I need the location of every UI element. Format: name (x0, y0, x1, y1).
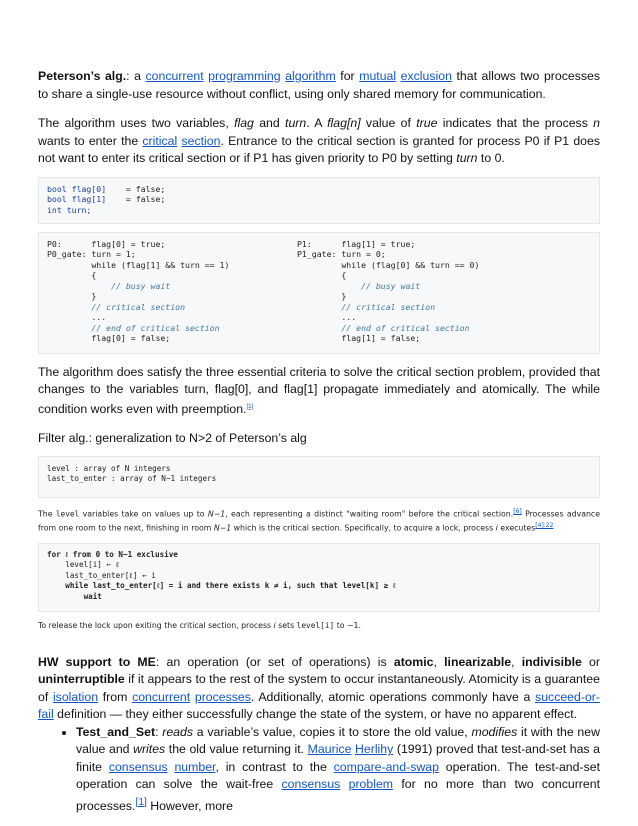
ref-link[interactable]: [6] (513, 507, 522, 515)
text: to 0. (477, 151, 505, 165)
code-line: for ℓ from 0 to N−1 exclusive (47, 549, 178, 559)
text: to −1. (334, 620, 361, 630)
text: . Additionally, atomic operations commonly have a (250, 689, 536, 704)
math-i: i (495, 523, 498, 533)
link-concurrent[interactable]: concurrent (132, 689, 191, 704)
link-number[interactable]: number (174, 759, 216, 774)
code-line: } (47, 291, 97, 301)
code-p1 (297, 239, 577, 347)
code-line: // busy wait (47, 280, 171, 291)
term-modifies: modifies (471, 724, 518, 739)
code-line: P1: flag[1] = true; (297, 238, 416, 249)
link-succeed-or-fail[interactable]: succeed-or-fail (38, 689, 600, 722)
link-exclusion[interactable]: exclusion (400, 69, 452, 83)
text: for (335, 69, 360, 83)
ref-link[interactable]: [1] (246, 403, 254, 410)
link-compare-and-swap[interactable]: compare-and-swap (333, 759, 439, 774)
text: , (511, 654, 522, 669)
text: from (98, 689, 133, 704)
text: , each representing a distinct "waiting room" before the critical section. (225, 509, 514, 519)
term-test-and-set: Test_and_Set (76, 724, 156, 739)
text: definition — they either successfully change the state of the system, or have no apparent effect. (53, 707, 578, 722)
code-line: last_to_enter : array of N−1 integers (47, 474, 217, 484)
code-line: flag[0] = false; (47, 333, 171, 343)
code-line: = false; (125, 194, 166, 204)
ref-link[interactable]: [4]:22 (535, 522, 554, 530)
text: (1991) proved that test-and-set has a finite (76, 742, 600, 774)
code-p0 (47, 239, 297, 347)
math-n: N−1 (207, 509, 226, 519)
text: indicates that the process (437, 116, 594, 130)
link-concurrent[interactable]: concurrent (145, 69, 204, 83)
text: value of (360, 116, 417, 130)
text: it with the new value and (76, 724, 600, 757)
code-line: P1_gate: turn = 0; (297, 249, 386, 259)
link-consensus[interactable]: consensus (281, 777, 341, 792)
term-n: n (593, 116, 601, 130)
code-line: bool flag[0] (47, 183, 107, 194)
code-line: { (47, 270, 97, 280)
math-n: N−1 (213, 523, 232, 533)
code-block-filter-vars (38, 456, 600, 498)
bullet-list (38, 724, 600, 816)
link-isolation[interactable]: isolation (52, 689, 99, 704)
text: The algorithm uses two variables, (38, 116, 235, 130)
link-algorithm[interactable]: algorithm (285, 69, 336, 83)
link-problem[interactable]: problem (348, 777, 394, 792)
text: that allows two processes to share a single-use resource without conflict, using only shared memory for communication. (38, 69, 600, 101)
paragraph-hw-support (38, 654, 600, 724)
code-block-declarations (38, 177, 600, 224)
link-herlihy[interactable]: Herlihy (355, 742, 394, 757)
link-processes[interactable]: processes (194, 689, 251, 704)
text: Processes advance from one room to the next, finishing in room (38, 509, 600, 533)
peterson-title: Peterson’s alg. (38, 69, 127, 83)
term-turn: turn (285, 116, 307, 130)
term-flag: flag (234, 116, 254, 130)
term-flagn: flag[n] (327, 116, 361, 130)
code-line: ... (47, 312, 107, 322)
code-block-filter-lock (38, 543, 600, 612)
text: . A (306, 116, 328, 130)
code-line: // end of critical section (47, 322, 220, 333)
text: : (155, 724, 163, 739)
term-true: true (416, 116, 438, 130)
term-turn: turn (456, 151, 478, 165)
text: wants to enter the (38, 133, 143, 148)
text: : a (126, 69, 146, 83)
paragraph-peterson (38, 68, 600, 103)
code-line: P0_gate: turn = 1; (47, 249, 136, 259)
text: , (433, 654, 445, 669)
code-line: P0: flag[0] = true; (47, 238, 166, 249)
code-inline: level[i] (296, 620, 335, 630)
code-block-processes (38, 232, 600, 354)
text: To release the lock upon exiting the critical section, process (38, 620, 274, 630)
link-consensus[interactable]: consensus (108, 759, 168, 774)
text: a variable’s value, copies it to store the old value, (193, 724, 472, 739)
code-line: int turn; (47, 204, 92, 215)
code-line: { (297, 270, 347, 280)
code-line: // critical section (297, 301, 436, 312)
text: The algorithm does satisfy the three essential criteria to solve the critical section problem, provided that changes to the variables turn, flag[0], and flag[1] propagate immediately and atomically. The while condition works even with preemption. (38, 364, 600, 416)
paragraph-criteria (38, 364, 600, 419)
term-linearizable: linearizable (444, 654, 512, 669)
term-uninterruptible: uninterruptible (38, 672, 125, 687)
paragraph-variables (38, 115, 600, 168)
code-line: level[i] ← ℓ (47, 560, 120, 570)
text: the old value returning it. (165, 742, 308, 757)
code-line: // end of critical section (297, 322, 470, 333)
text: : an operation (or set of operations) is (155, 654, 394, 669)
text: and (253, 116, 286, 130)
ref-link[interactable]: [1] (135, 796, 147, 808)
text: , in contrast to the (215, 759, 334, 774)
text: executes (497, 523, 536, 533)
link-maurice[interactable]: Maurice (307, 742, 352, 757)
code-inline: level (55, 509, 80, 519)
code-line: while (flag[1] && turn == 1) (47, 259, 230, 270)
paragraph-filter: Filter alg.: generalization to N>2 of Peterson’s alg (38, 431, 307, 446)
text: variables take on values up to (79, 509, 208, 519)
term-reads: reads (162, 724, 194, 739)
code-line: flag[1] = false; (297, 333, 421, 343)
link-programming[interactable]: programming (208, 69, 281, 83)
text: for no more than two concurrent processes. (76, 777, 600, 813)
filter-description (38, 506, 600, 535)
code-line: wait (47, 591, 102, 601)
code-line: last_to_enter[ℓ] ← i (47, 570, 156, 580)
term-atomic: atomic (393, 654, 434, 669)
term-indivisible: indivisible (521, 654, 582, 669)
text: . Entrance to the critical section is granted for process P0 if P1 does not want to enter its critical section or if P1 has given priority to P0 by setting (38, 133, 601, 165)
heading-hw-support: HW support to ME (38, 654, 156, 669)
code-line: } (297, 291, 347, 301)
code-line: = false; (125, 183, 166, 194)
text: However, more (146, 798, 233, 813)
text: which is the critical section. Specifically, to acquire a lock, process (231, 523, 496, 533)
link-critical[interactable]: critical (142, 133, 178, 148)
term-writes: writes (133, 742, 166, 757)
text: if it appears to the rest of the system to occur instantaneously. Atomicity is a guarantee of (38, 672, 600, 704)
list-item-test-and-set (76, 724, 600, 816)
text: operation. The test-and-set operation can solve the wait-free (76, 759, 600, 792)
filter-release (38, 620, 600, 632)
code-line: bool flag[1] (47, 194, 107, 204)
code-line: level : array of N integers (47, 463, 171, 473)
text: The (38, 509, 56, 519)
code-line: ... (297, 312, 357, 322)
document-page (38, 68, 600, 815)
code-line: // critical section (47, 301, 186, 312)
link-section[interactable]: section (181, 133, 221, 148)
code-line: // busy wait (297, 280, 421, 291)
text: sets (275, 620, 297, 630)
code-line: while (flag[0] && turn == 0) (297, 259, 480, 270)
math-i: i (273, 620, 276, 630)
link-mutual[interactable]: mutual (359, 69, 397, 83)
code-line: while last_to_enter[ℓ] = i and there exists k ≠ i, such that level[k] ≥ ℓ (47, 581, 396, 591)
text: or (581, 654, 600, 669)
